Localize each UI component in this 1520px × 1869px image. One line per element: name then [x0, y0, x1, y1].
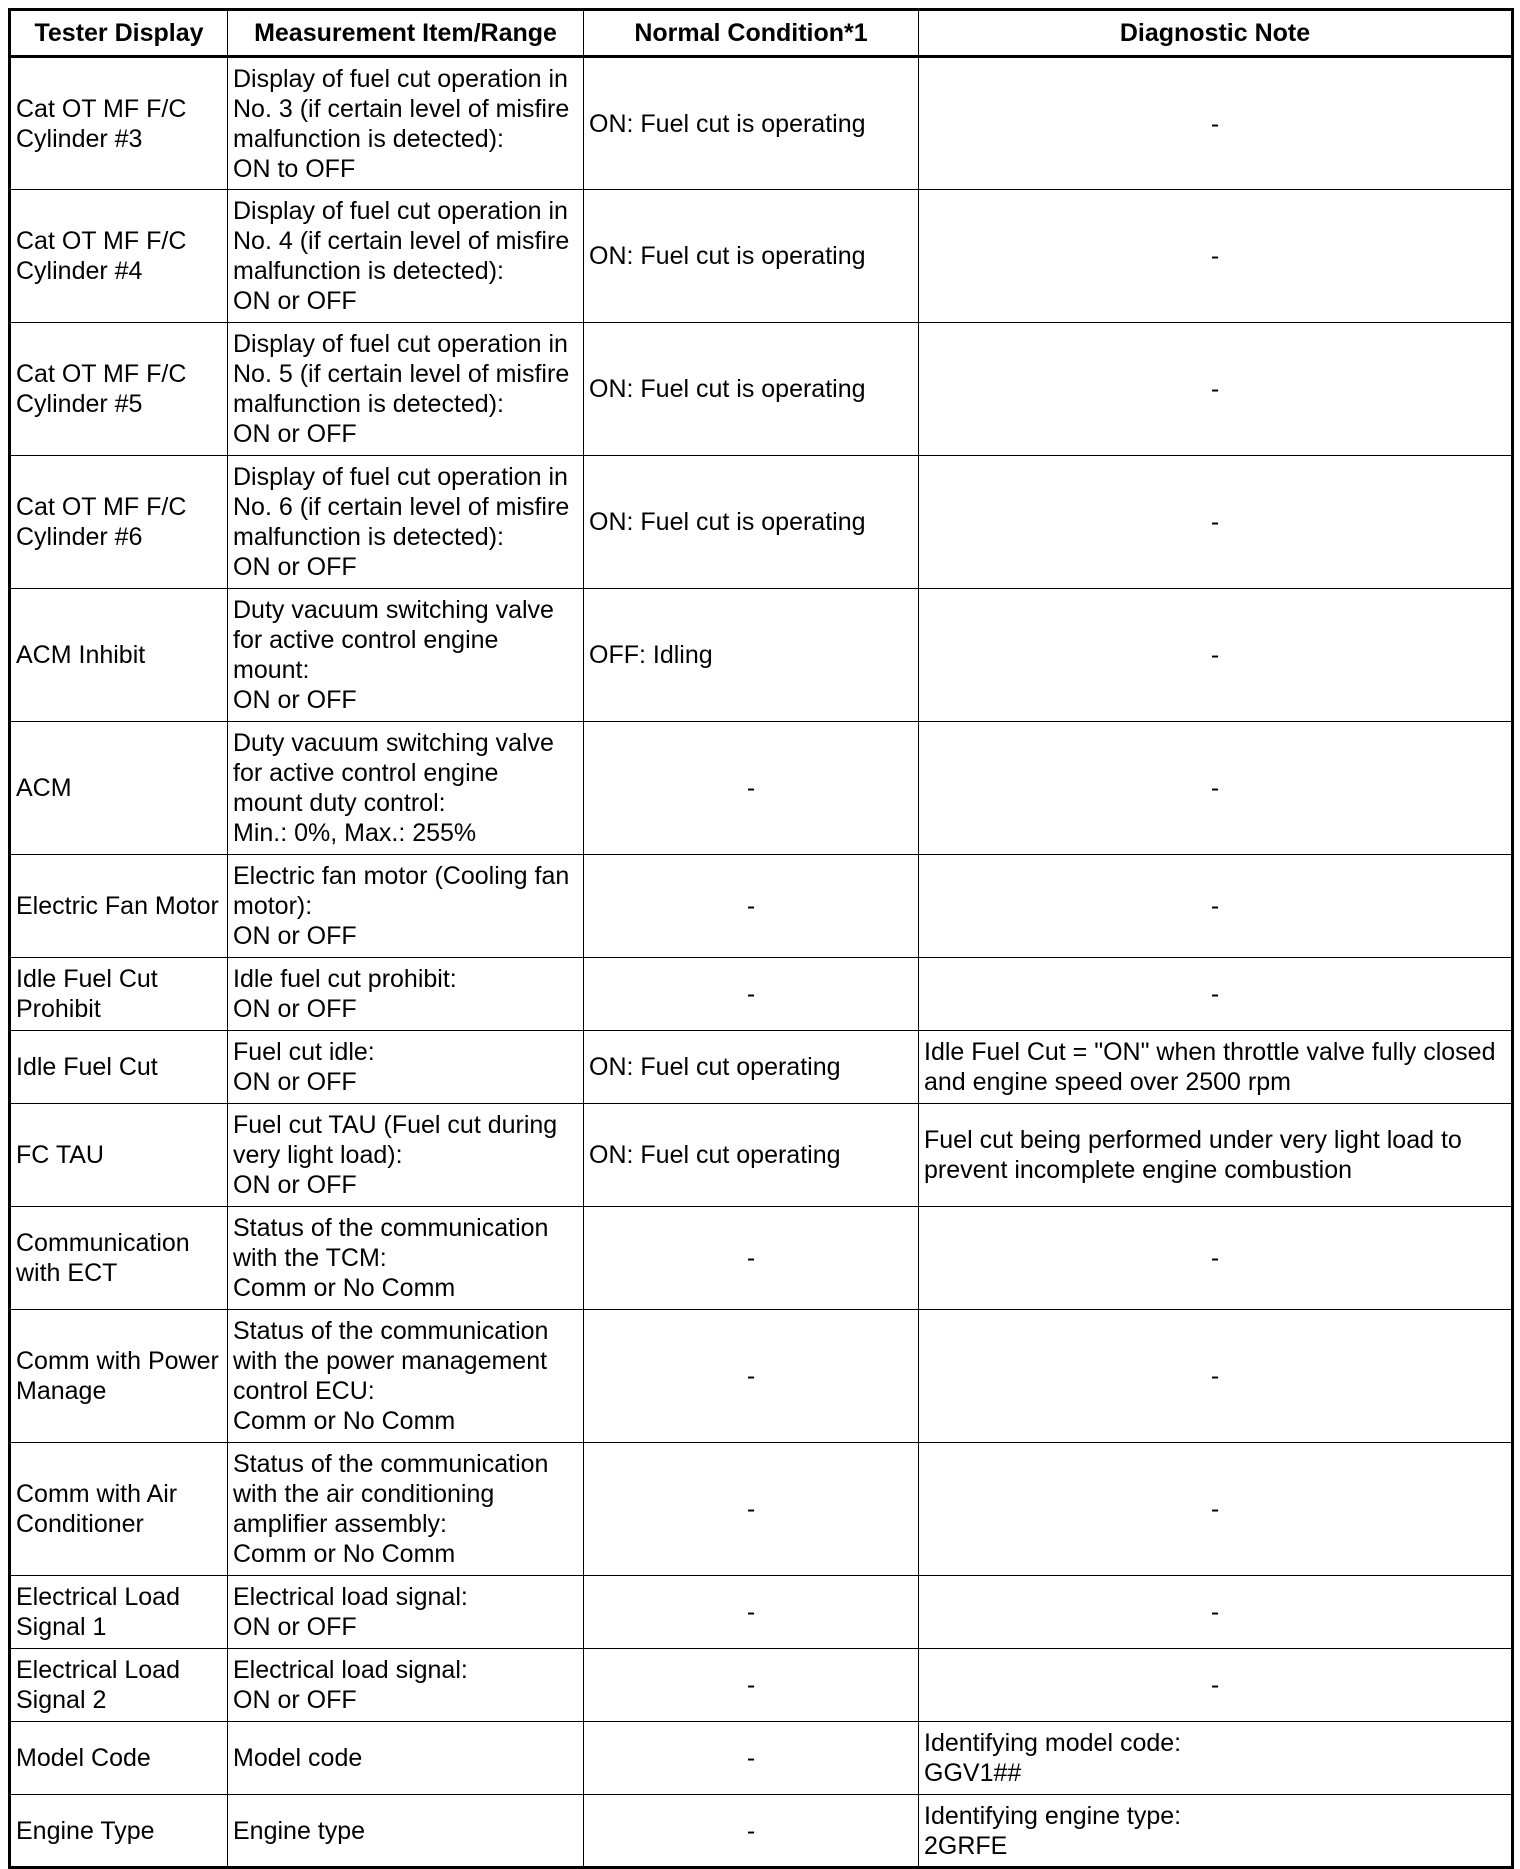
table-row — [10, 1649, 1513, 1722]
table-row — [10, 323, 1513, 456]
table-row — [10, 456, 1513, 589]
normal-condition-cell: OFF: Idling — [584, 589, 919, 722]
measurement-cell: Electrical load signal: ON or OFF — [228, 1576, 584, 1649]
normal-condition-cell: - — [584, 1722, 919, 1795]
table-row — [10, 1310, 1513, 1443]
table-row — [10, 1031, 1513, 1104]
normal-condition-cell: - — [584, 1443, 919, 1576]
diagnostic-note-cell: Identifying model code: GGV1## — [919, 1722, 1513, 1795]
table-row — [10, 1443, 1513, 1576]
measurement-cell: Fuel cut TAU (Fuel cut during very light load): ON or OFF — [228, 1104, 584, 1207]
normal-condition-cell: - — [584, 1310, 919, 1443]
normal-condition-cell: - — [584, 722, 919, 855]
normal-condition-cell: ON: Fuel cut operating — [584, 1031, 919, 1104]
table-row — [10, 1207, 1513, 1310]
diagnostic-note-cell: - — [919, 722, 1513, 855]
measurement-cell: Display of fuel cut operation in No. 6 (if certain level of misfire malfunction is detected): ON or OFF — [228, 456, 584, 589]
diagnostic-note-cell: - — [919, 456, 1513, 589]
tester-display-cell: FC TAU — [10, 1104, 228, 1207]
table-row — [10, 1722, 1513, 1795]
tester-display-cell: Model Code — [10, 1722, 228, 1795]
table-row — [10, 190, 1513, 323]
diagnostic-note-cell: - — [919, 1649, 1513, 1722]
normal-condition-cell: - — [584, 1207, 919, 1310]
measurement-cell: Idle fuel cut prohibit: ON or OFF — [228, 958, 584, 1031]
measurement-cell: Electrical load signal: ON or OFF — [228, 1649, 584, 1722]
diagnostic-note-cell: - — [919, 958, 1513, 1031]
table-row — [10, 722, 1513, 855]
tester-display-cell: Comm with Air Conditioner — [10, 1443, 228, 1576]
tester-display-cell: Communication with ECT — [10, 1207, 228, 1310]
tester-display-cell: ACM — [10, 722, 228, 855]
tester-display-cell: ACM Inhibit — [10, 589, 228, 722]
normal-condition-cell: ON: Fuel cut is operating — [584, 456, 919, 589]
measurement-cell: Duty vacuum switching valve for active control engine mount duty control: Min.: 0%, Max.: 255% — [228, 722, 584, 855]
tester-display-cell: Cat OT MF F/C Cylinder #5 — [10, 323, 228, 456]
normal-condition-cell: - — [584, 1795, 919, 1868]
normal-condition-cell: - — [584, 1576, 919, 1649]
tester-display-cell: Engine Type — [10, 1795, 228, 1868]
measurement-cell: Display of fuel cut operation in No. 4 (if certain level of misfire malfunction is detected): ON or OFF — [228, 190, 584, 323]
diagnostic-note-cell: - — [919, 1576, 1513, 1649]
diagnostic-note-cell: Identifying engine type: 2GRFE — [919, 1795, 1513, 1868]
header-diagnostic-note: Diagnostic Note — [919, 10, 1513, 57]
diagnostic-note-cell: Idle Fuel Cut = "ON" when throttle valve fully closed and engine speed over 2500 rpm — [919, 1031, 1513, 1104]
measurement-cell: Duty vacuum switching valve for active control engine mount: ON or OFF — [228, 589, 584, 722]
measurement-cell: Fuel cut idle: ON or OFF — [228, 1031, 584, 1104]
tester-display-cell: Idle Fuel Cut — [10, 1031, 228, 1104]
header-row — [10, 10, 1513, 57]
table-row — [10, 1104, 1513, 1207]
measurement-cell: Status of the communication with the power management control ECU: Comm or No Comm — [228, 1310, 584, 1443]
normal-condition-cell: ON: Fuel cut is operating — [584, 190, 919, 323]
tester-display-cell: Comm with Power Manage — [10, 1310, 228, 1443]
tester-display-cell: Cat OT MF F/C Cylinder #4 — [10, 190, 228, 323]
tester-display-cell: Electrical Load Signal 1 — [10, 1576, 228, 1649]
table-row — [10, 1576, 1513, 1649]
measurement-cell: Status of the communication with the TCM: Comm or No Comm — [228, 1207, 584, 1310]
measurement-cell: Electric fan motor (Cooling fan motor): ON or OFF — [228, 855, 584, 958]
diagnostic-note-cell: - — [919, 323, 1513, 456]
table-row — [10, 57, 1513, 190]
tester-display-cell: Idle Fuel Cut Prohibit — [10, 958, 228, 1031]
table-row — [10, 589, 1513, 722]
normal-condition-cell: - — [584, 958, 919, 1031]
diagnostic-note-cell: - — [919, 855, 1513, 958]
tester-display-cell: Electric Fan Motor — [10, 855, 228, 958]
tester-display-cell: Cat OT MF F/C Cylinder #3 — [10, 57, 228, 190]
measurement-cell: Engine type — [228, 1795, 584, 1868]
normal-condition-cell: ON: Fuel cut is operating — [584, 57, 919, 190]
table-row — [10, 855, 1513, 958]
diagnostic-note-cell: - — [919, 1207, 1513, 1310]
data-list-table — [8, 8, 1514, 1869]
diagnostic-note-cell: - — [919, 190, 1513, 323]
diagnostic-note-cell: - — [919, 1310, 1513, 1443]
diagnostic-note-cell: - — [919, 589, 1513, 722]
measurement-cell: Display of fuel cut operation in No. 3 (if certain level of misfire malfunction is detected): ON to OFF — [228, 57, 584, 190]
table-row — [10, 958, 1513, 1031]
header-measurement-item: Measurement Item/Range — [228, 10, 584, 57]
diagnostic-note-cell: - — [919, 57, 1513, 190]
measurement-cell: Model code — [228, 1722, 584, 1795]
normal-condition-cell: - — [584, 1649, 919, 1722]
header-normal-condition: Normal Condition*1 — [584, 10, 919, 57]
diagnostic-note-cell: - — [919, 1443, 1513, 1576]
normal-condition-cell: ON: Fuel cut operating — [584, 1104, 919, 1207]
header-tester-display: Tester Display — [10, 10, 228, 57]
table-row — [10, 1795, 1513, 1868]
measurement-cell: Status of the communication with the air conditioning amplifier assembly: Comm or No Comm — [228, 1443, 584, 1576]
normal-condition-cell: - — [584, 855, 919, 958]
tester-display-cell: Cat OT MF F/C Cylinder #6 — [10, 456, 228, 589]
diagnostic-note-cell: Fuel cut being performed under very light load to prevent incomplete engine combustion — [919, 1104, 1513, 1207]
measurement-cell: Display of fuel cut operation in No. 5 (if certain level of misfire malfunction is detected): ON or OFF — [228, 323, 584, 456]
normal-condition-cell: ON: Fuel cut is operating — [584, 323, 919, 456]
tester-display-cell: Electrical Load Signal 2 — [10, 1649, 228, 1722]
